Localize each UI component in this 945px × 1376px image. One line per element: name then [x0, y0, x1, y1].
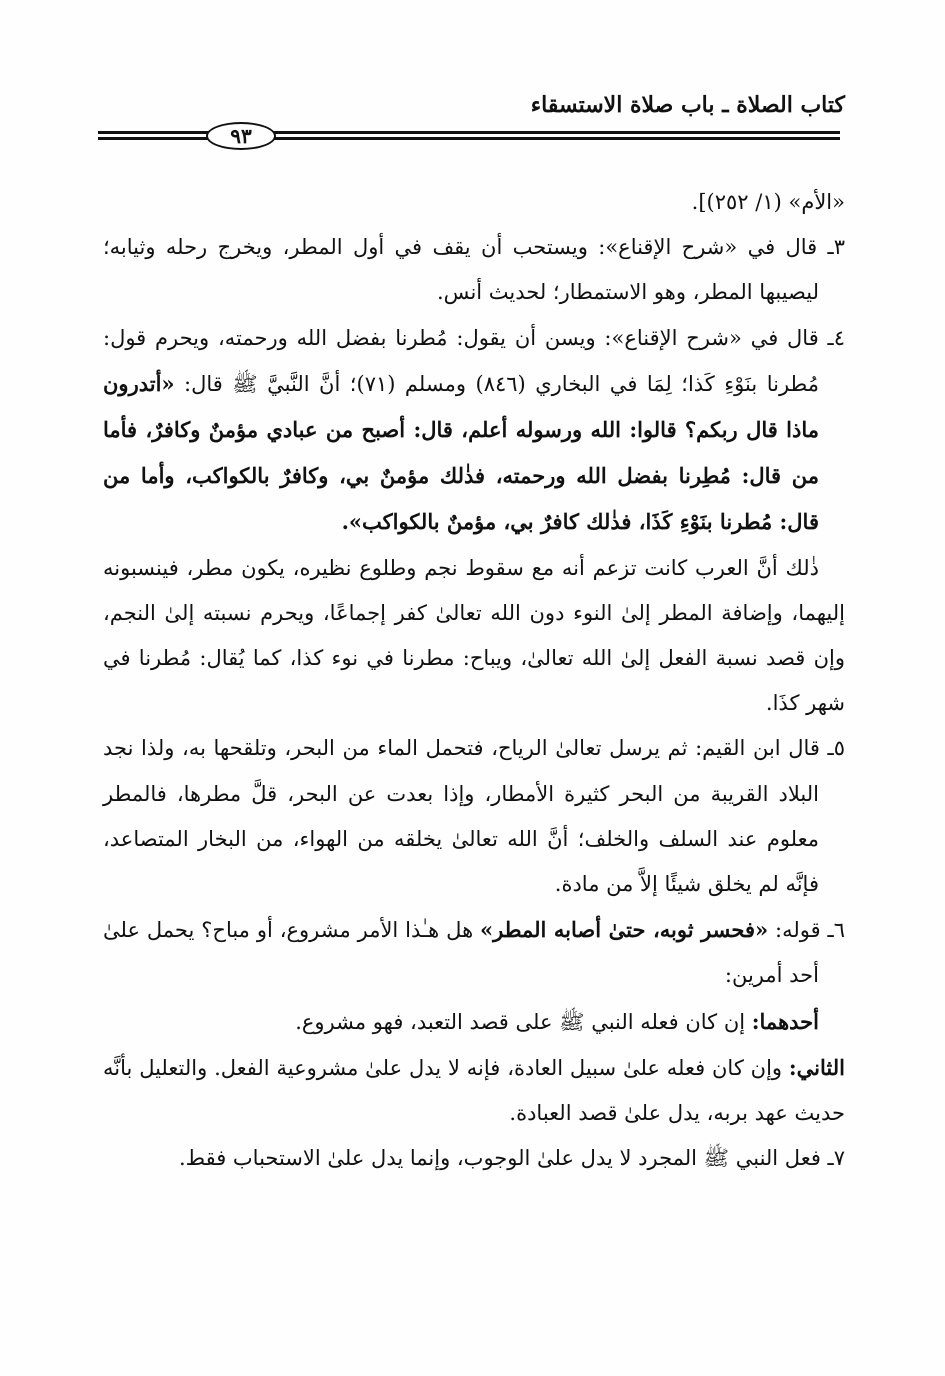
- second-option-text: وإن كان فعله علىٰ سبيل العادة، فإنه لا يدل علىٰ مشروعية الفعل. والتعليل بأنَّه حديث عهد بربه، يدل علىٰ قصد العبادة.: [103, 1055, 845, 1126]
- item-6-quote: «فحسر ثوبه، حتىٰ أصابه المطر»: [480, 917, 769, 943]
- page-number: ٩٣: [206, 122, 276, 150]
- item-6-rest: هل هـٰذا الأمر مشروع، أو مباح؟ يحمل علىٰ أحد أمرين:: [103, 918, 819, 988]
- hadith-text: «أتدرون ماذا قال ربكم؟ قالوا: الله ورسوله أعلم، قال: أصبح من عبادي مؤمنٌ وكافرٌ، فأما من قال: مُطِرنا بفضل الله ورحمته، فذٰلك مؤمنٌ بي، وكافرٌ بالكواكب، وأما من قال: مُطرنا بنَوْءِ كَذَا، فذٰلك كافرٌ بي، مؤمنٌ بالكواكب».: [103, 370, 819, 535]
- first-option: [103, 999, 845, 1045]
- item-4-intro-text: ٤ـ قال في «شرح الإقناع»: ويسن أن يقول: مُطرنا بفضل الله ورحمته، ويحرم قول: مُطرنا بنَوْءِ كَذا؛ لِمَا في البخاري (٨٤٦) ومسلم (٧١)؛ أنَّ النَّبيَّ ﷺ قال:: [103, 325, 845, 396]
- list-item-6: [103, 907, 845, 998]
- item-4-explanation: ذٰلك أنَّ العرب كانت تزعم أنه مع سقوط نجم وطلوع نظيره، يكون مطر، فينسبونه إليهما، وإضافة المطر إلىٰ النوء دون الله تعالىٰ كفر إجماعًا، ويحرم نسبته إلىٰ النجم، وإن قصد نسبة الفعل إلىٰ الله تعالىٰ، ويباح: مطرنا في نوء كذا، كما يُقال: مُطرنا في شهر كذَا.: [103, 555, 845, 716]
- list-item-4-intro: [103, 316, 845, 546]
- source-citation: «الأم» (١/ ٢٥٢)].: [691, 190, 845, 214]
- list-item-7: ٧ـ فعل النبي ﷺ المجرد لا يدل علىٰ الوجوب، وإنما يدل علىٰ الاستحباب فقط.: [178, 1146, 845, 1171]
- item-6-prefix: ٦ـ قوله:: [768, 918, 845, 943]
- list-item-5: ٥ـ قال ابن القيم: ثم يرسل تعالىٰ الرياح، فتحمل الماء من البحر، وتلقحها به، ولذا نجد البلاد القريبة من البحر كثيرة الأمطار، وإذا بعدت عن البحر، قلَّ مطرها، فالمطر معلوم عند السلف والخلف؛ أنَّ الله تعالىٰ يخلقه من الهواء، من البخار المتصاعد، فإنَّه لم يخلق شيئًا إلاَّ من مادة.: [103, 736, 845, 897]
- running-title: كتاب الصلاة ـ باب صلاة الاستسقاء: [530, 92, 845, 118]
- page-body: [103, 180, 845, 1181]
- first-option-label: أحدهما:: [751, 1008, 819, 1034]
- second-option-label: الثاني:: [788, 1054, 845, 1080]
- first-option-text: إن كان فعله النبي ﷺ على قصد التعبد، فهو مشروع.: [295, 1009, 752, 1034]
- header-rule: [98, 122, 840, 148]
- list-item-3: ٣ـ قال في «شرح الإقناع»: ويستحب أن يقف في أول المطر، ويخرج رحله وثيابه؛ ليصيبها المطر، وهو الاستمطار؛ لحديث أنس.: [103, 235, 845, 305]
- second-option: [103, 1045, 845, 1136]
